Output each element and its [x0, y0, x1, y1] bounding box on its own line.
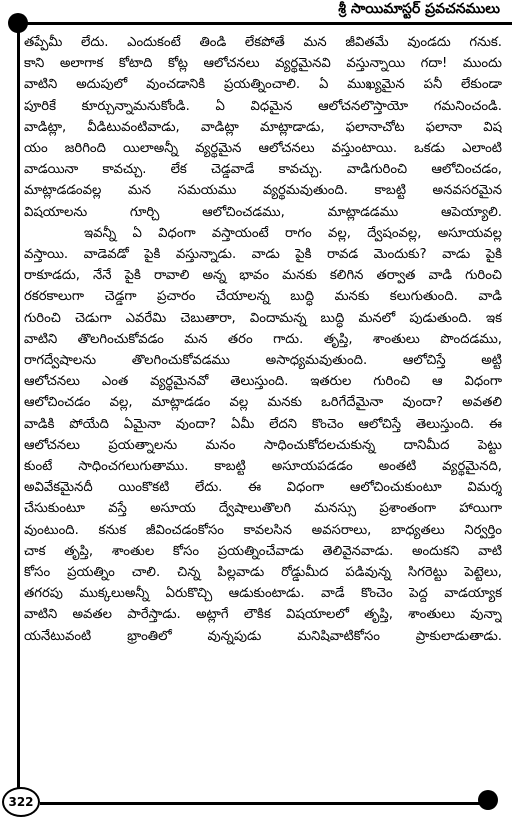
text-line: కోసం ప్రయత్నిం చాలి. చిన్న పిల్లవాడు రోడ్డుమీద పడివున్న సిగరెట్టు పెట్టెలు, — [24, 565, 502, 581]
text-line: తప్పేమీ లేదు. ఎందుకంటే తిండి లేకపోతే మన జీవితమే వుండదు గనుక. — [24, 35, 502, 50]
page-body — [24, 32, 502, 647]
text-line: వాటిని అదుపులో వుంచడానికి ప్రయత్నించాలి. ఏ ముఖ్యమైన పనీ లేకుండా — [24, 77, 502, 93]
text-line: వాటిని అవతల పారేస్తాడు. అట్లాగే లౌకిక విషయాలలో తృప్తి, శాంతులు వున్నా — [24, 607, 502, 623]
text-line: గురించి చెడుగా ఎవరేమి చెబుతారా, విందామన్న బుద్ధి మనలో పుడుతుంది. ఇక — [24, 310, 502, 326]
text-line: రాకూడదు, నేనే పైకి రావాలి అన్న భావం మనకు కలిగిన తర్వాత వాడి గురించి — [24, 268, 502, 284]
text-line: చాక తృప్తి, శాంతుల కోసం ప్రయత్నించేవాడు తెలివైనవాడు. అందుకని వాటి — [24, 543, 502, 559]
text-line: చేసుకుంటూ వస్తే అసూయ ద్వేషాలుతొలగి మనస్సు ప్రశాంతంగా హాయిగా — [24, 501, 502, 517]
text-line: మాట్లాడడంవల్ల మన సమయము వ్యర్థమవుతుంది. కాబట్టి అనవసరమైన — [24, 183, 502, 199]
text-line: కుంటే సాధించగలుగుతాము. కాబట్టి అసూయపడడం అంతటి వ్యర్థమైనది, — [24, 459, 502, 475]
text-line: వస్తాయి. వాడెవడో పైకి వస్తున్నాడు. వాడు పైకి రావడ మెందుకు? వాడు పైకి — [24, 247, 502, 263]
page-number: 322 — [2, 787, 40, 817]
text-line: వాడిట్లా, వీడిటువంటివాడు, వాడిట్లా మాట్లాడాడు, ఫలానాచోట ఫలానా విష — [24, 119, 502, 135]
text-line: విషయాలను గూర్చి ఆలోచించడము, మాట్లాడడము ఆపెయ్యాలి. — [24, 204, 502, 220]
text-line: ఆలోచనలు ఎంత వ్యర్థమైనవో తెలుస్తుంది. ఇతరుల గురించి ఆ విధంగా — [24, 374, 502, 390]
left-margin-rule — [17, 24, 20, 802]
text-line: అవివేకమైనదీ యింకొకటి లేదు. ఈ విధంగా ఆలోచించుకుంటూ విమర్శ — [24, 480, 502, 496]
text-line: రాగద్వేషాలను తొలగించుకోవడము అసాధ్యమవుతుంది. ఆలోచిస్తే అట్టి — [24, 353, 502, 369]
text-line: వాడికి పోయేది ఏమైనా వుందా? ఏమీ లేదని కొంచెం ఆలోచిస్తే తెలుస్తుంది. ఈ — [24, 416, 502, 432]
paragraph-1 — [24, 32, 502, 223]
text-line: రకరకాలుగా చెడ్డగా ప్రచారం చేయాలన్న బుద్ధి మనకు కలుగుతుంది. వాడి — [24, 289, 502, 305]
header-rule — [18, 22, 512, 25]
paragraph-2 — [24, 223, 502, 647]
text-line: తగరపు ముక్కలుఅన్నీ ఏరుకొచ్చి ఆడుకుంటాడు. వాడే కొంచెం పెద్ద వాడయ్యాక — [24, 586, 502, 602]
text-line: కాని అలాగాక కోటాది కోట్ల ఆలోచనలు వ్యర్థమైనవి వస్తున్నాయి గదా! ముందు — [24, 56, 502, 72]
running-title: శ్రీ సాయిమాస్టర్ ప్రవచనములు — [338, 1, 500, 17]
page-header — [0, 0, 520, 26]
footer-dot-ornament — [478, 790, 498, 810]
text-line: వాటిని తొలగించుకోవడం మన తరం గాదు. తృప్తి, శాంతులు పొందడము, — [24, 331, 502, 347]
text-line: ఆలోచనలు ప్రయత్నాలను మనం సాధించుకోదలచుకున్న దానిమీద పెట్టు — [24, 437, 502, 453]
text-line: యం జరిగింది యిలాఅన్నీ వ్యర్థమైన ఆలోచనలు వస్తుంటాయి. ఒకడు ఎలాంటి — [24, 141, 502, 157]
text-line: ఇవన్నీ ఏ విధంగా వస్తాయంటే రాగం వల్ల, ద్వేషంవల్ల, అసూయవల్ల — [84, 225, 502, 241]
text-line: వాడయినా కావచ్చు. లేక చెడ్డవాడే కావచ్చు. వాడిగురించి ఆలోచించడం, — [24, 162, 502, 178]
text-line: వుంటుంది. కనుక జీవించడంకోసం కావలసిన అవసరాలు, బాధ్యతలు నిర్వర్తిం — [24, 522, 502, 538]
text-line: పూరికే కూర్చున్నామనుకోండి. ఏ విధమైన ఆలోచనలొస్తాయో గమనించండి. — [24, 98, 502, 114]
text-line: యనేటువంటి భ్రాంతిలో వున్నపుడు మనిషివాటికోసం ప్రాకులాడుతాడు. — [24, 628, 502, 644]
text-line: ఆలోచించడం వల్ల, మాట్లాడడం వల్ల మనకు ఒరిగేదేమైనా వుందా? అవతలి — [24, 395, 502, 411]
footer-rule — [40, 802, 480, 805]
